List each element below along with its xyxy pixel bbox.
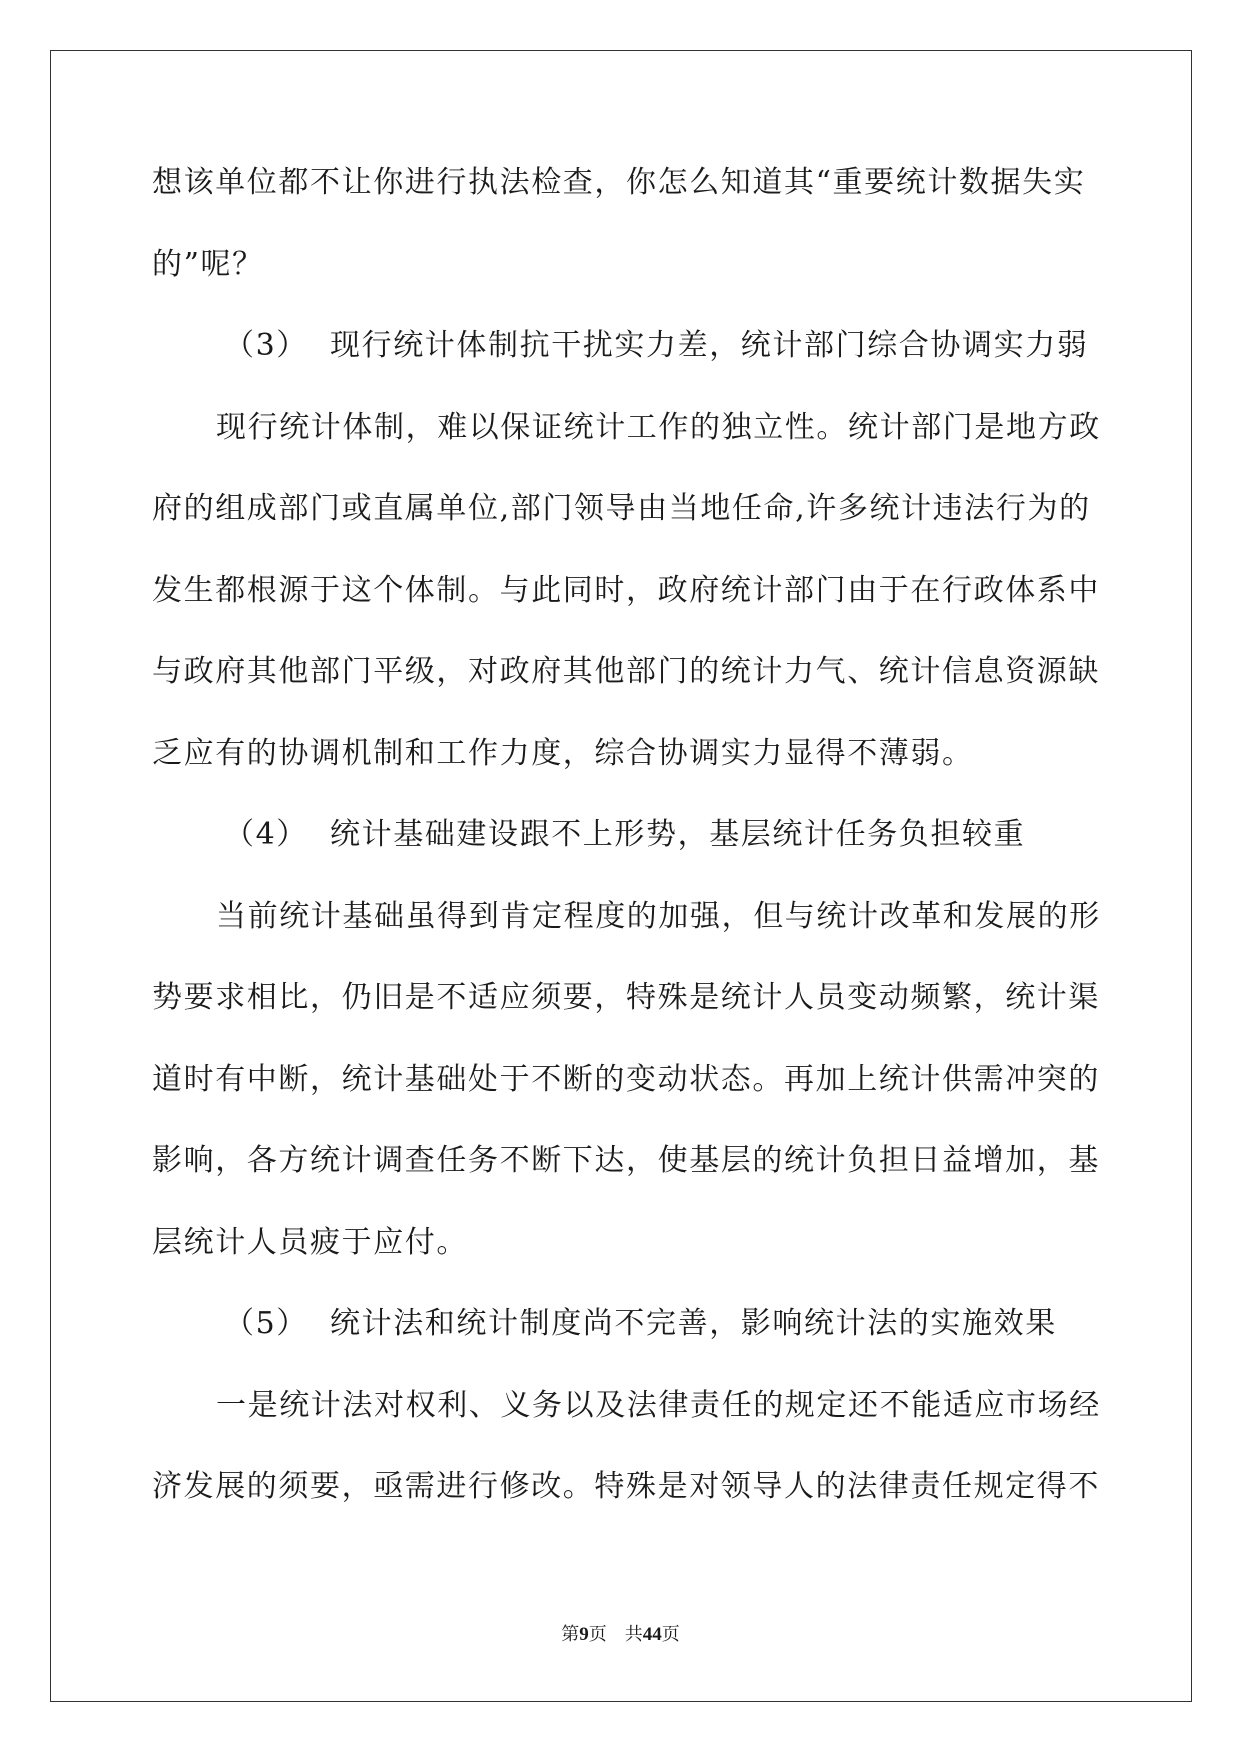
paragraph-line: 影响，各方统计调查任务不断下达，使基层的统计负担日益增加，基 <box>152 1143 1100 1178</box>
page-prefix: 第 <box>561 1624 580 1644</box>
document-body <box>152 158 1101 1544</box>
section-title: 统计基础建设跟不上形势，基层统计任务负担较重 <box>330 817 1026 852</box>
paragraph-line: 道时有中断，统计基础处于不断的变动状态。再加上统计供需冲突的 <box>152 1061 1100 1097</box>
section-title: 统计法和统计制度尚不完善，影响统计法的实施效果 <box>330 1306 1057 1341</box>
paragraph-line: 济发展的须要，亟需进行修改。特殊是对领导人的法律责任规定得不 <box>152 1469 1100 1504</box>
paragraph-line: 想该单位都不让你进行执法检查，你怎么知道其“重要统计数据失实 <box>152 165 1086 200</box>
paragraph-line: 乏应有的协调机制和工作力度，综合协调实力显得不薄弱。 <box>152 735 974 771</box>
page-suffix: 页 <box>588 1624 607 1644</box>
section-heading-5 <box>152 1299 1092 1381</box>
paragraph-line: 府的组成部门或直属单位,部门领导由当地任命,许多统计违法行为的 <box>152 491 1091 526</box>
section-title: 现行统计体制抗干扰实力差，统计部门综合协调实力弱 <box>330 328 1089 363</box>
section-number: （3） <box>224 328 308 363</box>
total-pages: 44 <box>642 1624 662 1645</box>
total-prefix: 共 <box>624 1624 643 1644</box>
page-footer <box>0 1620 1241 1646</box>
paragraph-line: 与政府其他部门平级，对政府其他部门的统计力气、统计信息资源缺 <box>152 654 1100 689</box>
paragraph-line: 势要求相比，仍旧是不适应须要，特殊是统计人员变动频繁，统计渠 <box>152 980 1100 1015</box>
paragraph-line: 现行统计体制，难以保证统计工作的独立性。统计部门是地方政 <box>216 409 1101 445</box>
section-number: （5） <box>224 1306 308 1341</box>
section-number: （4） <box>224 817 308 852</box>
total-suffix: 页 <box>661 1624 680 1644</box>
page-number: 9 <box>579 1624 589 1645</box>
paragraph-line: 当前统计基础虽得到肯定程度的加强，但与统计改革和发展的形 <box>216 898 1101 934</box>
paragraph-line: 发生都根源于这个体制。与此同时，政府统计部门由于在行政体系中 <box>152 572 1100 608</box>
section-heading-3 <box>152 321 1092 403</box>
paragraph-line: 一是统计法对权利、义务以及法律责任的规定还不能适应市场经 <box>216 1387 1101 1423</box>
paragraph-line: 层统计人员疲于应付。 <box>152 1224 468 1260</box>
paragraph-line: 的”呢？ <box>152 246 264 282</box>
section-heading-4 <box>152 810 1092 892</box>
